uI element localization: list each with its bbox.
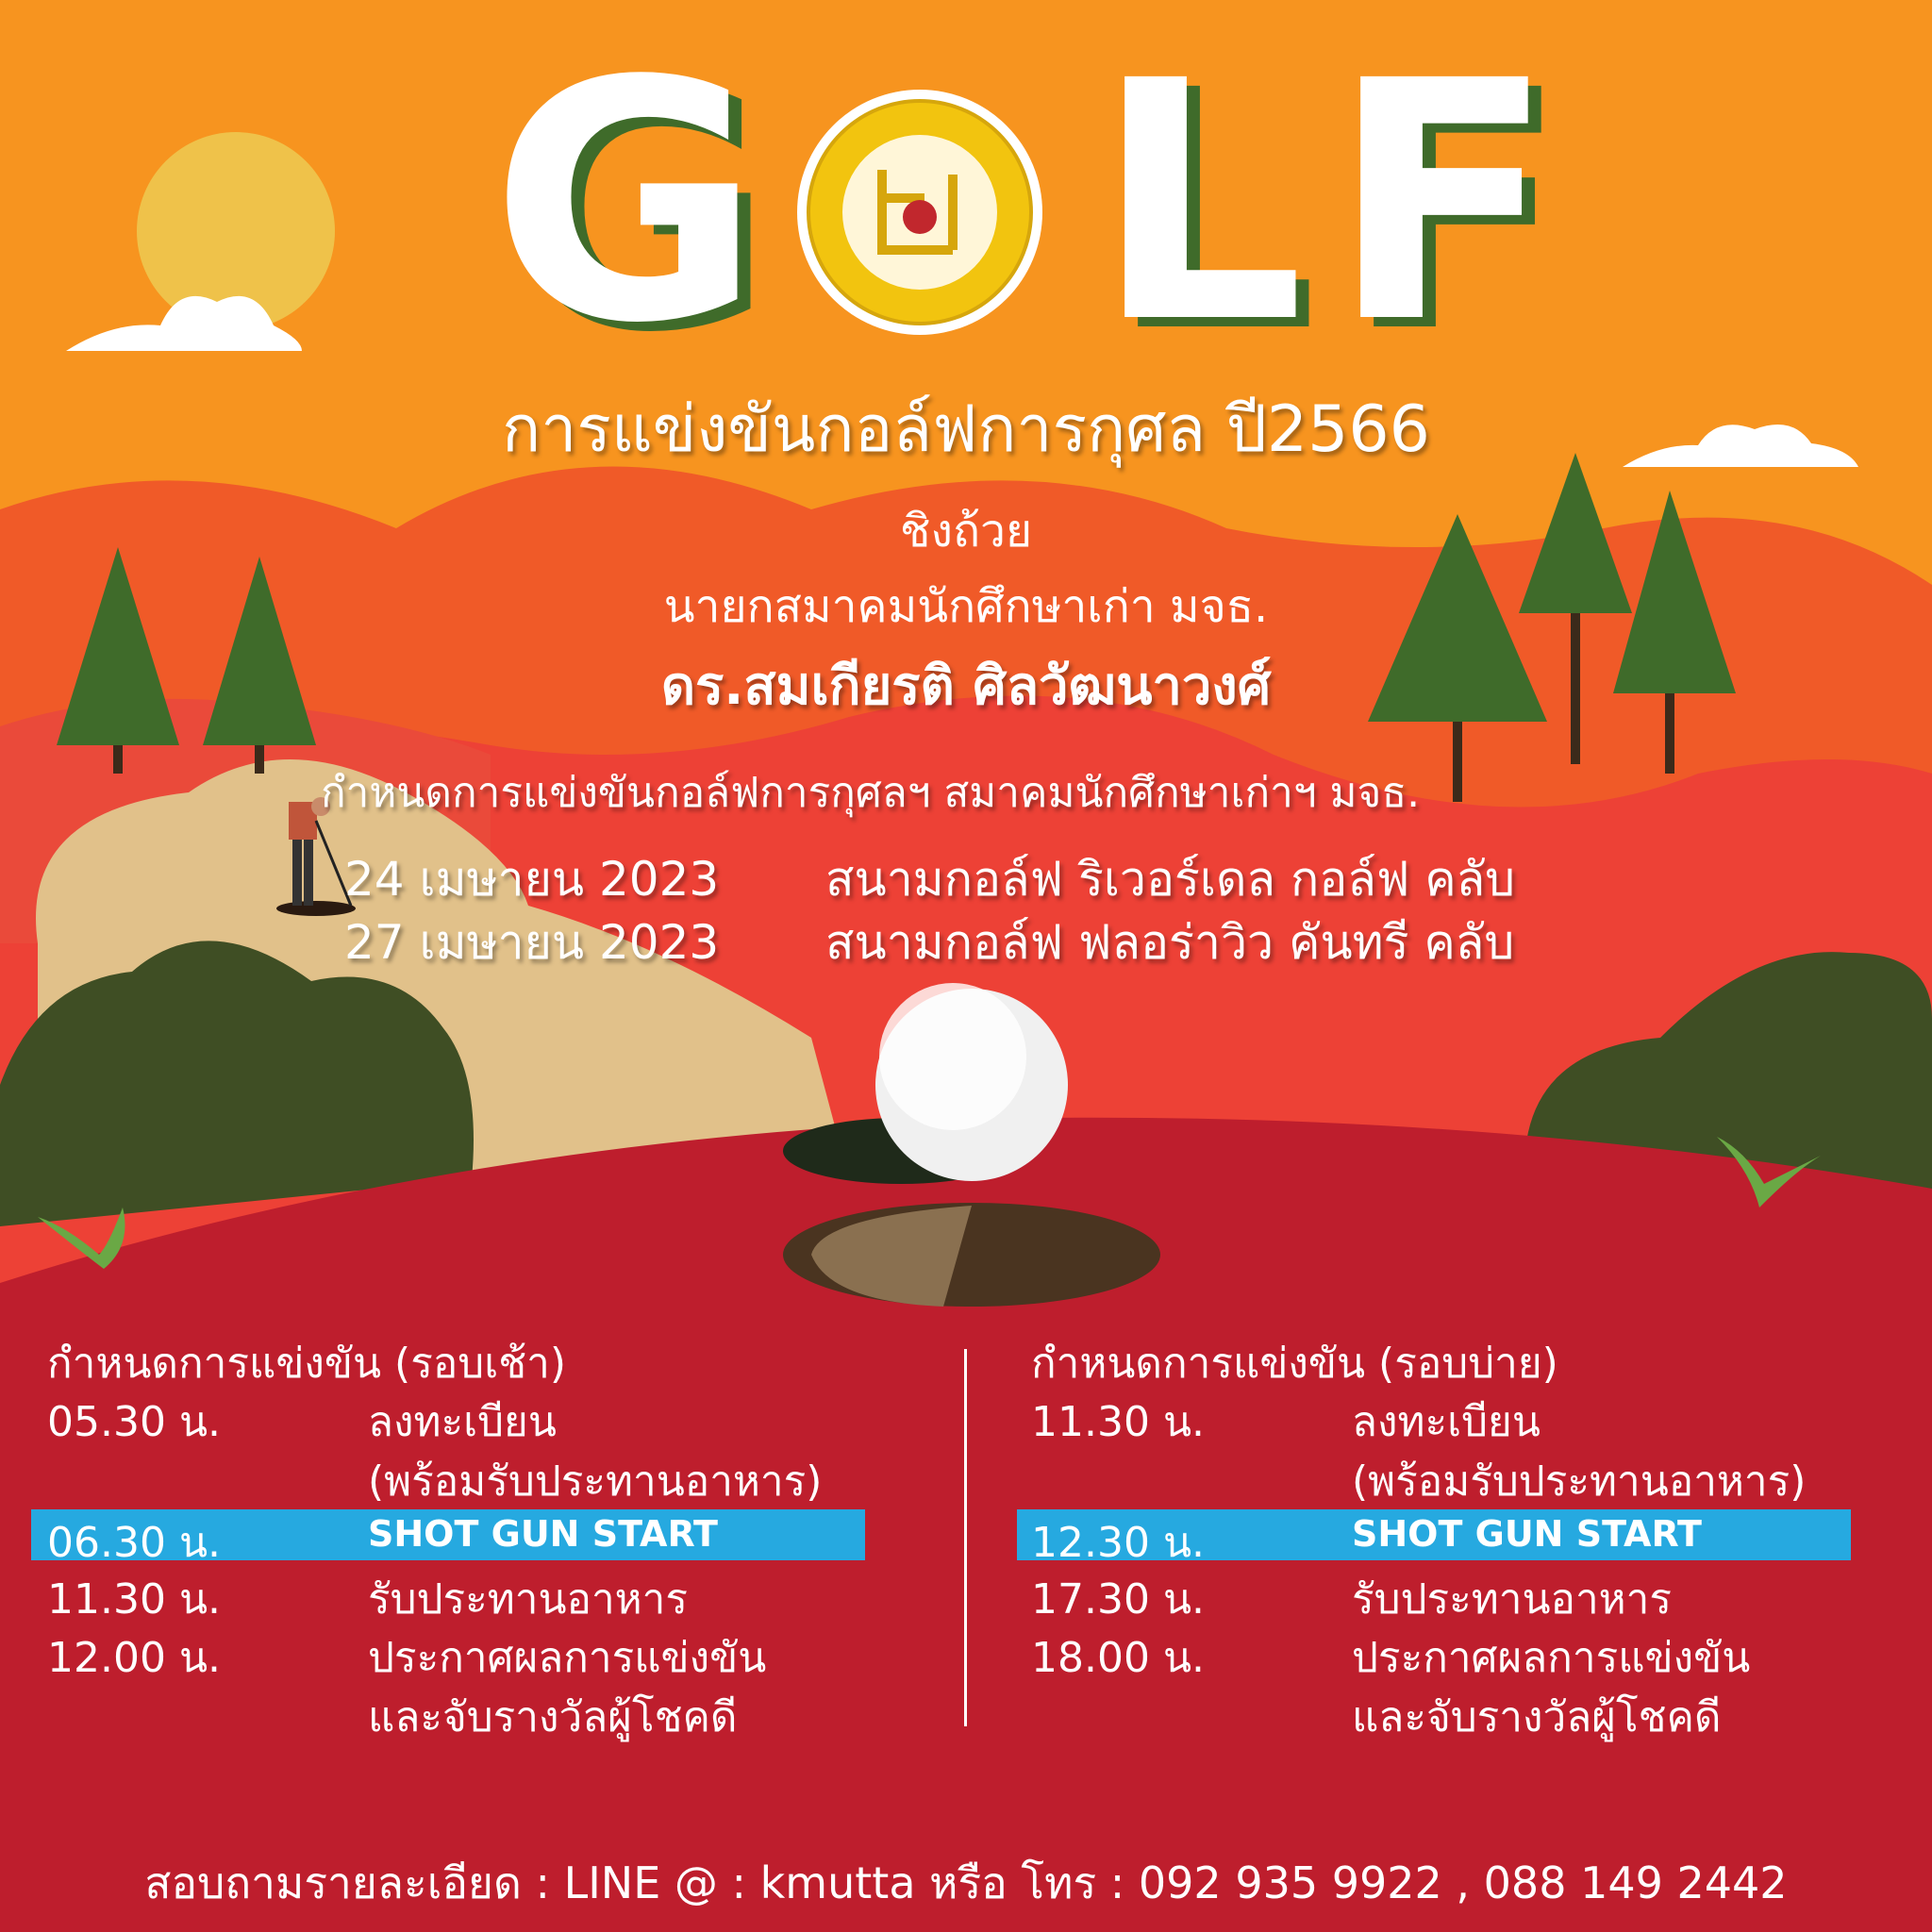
event-date: 27 เมษายน 2023: [344, 915, 720, 970]
event-venue: สนามกอล์ฟ ฟลอร่าวิว คันทรี คลับ: [825, 915, 1515, 970]
schedule-activity: ลงทะเบียน: [368, 1398, 557, 1446]
schedule-time: 12.30 น.: [1031, 1519, 1206, 1567]
schedule-activity: ประกาศผลการแข่งขัน: [368, 1634, 767, 1682]
event-subtitle: การแข่งขันกอล์ฟการกุศล ปี2566: [502, 392, 1430, 467]
contact-info: สอบถามรายละเอียด : LINE @ : kmutta หรือ โทร : 092 935 9922 , 088 149 2442: [144, 1857, 1788, 1908]
schedule-time: 11.30 น.: [47, 1575, 222, 1624]
schedule-note: และจับรางวัลผู้โชคดี: [1352, 1693, 1722, 1741]
events-heading: กำหนดการแข่งขันกอล์ฟการกุศลฯ สมาคมนักศึกษาเก่าฯ มจธ.: [321, 769, 1421, 817]
schedule-activity: SHOT GUN START: [368, 1513, 718, 1555]
schedule-activity: ประกาศผลการแข่งขัน: [1352, 1634, 1751, 1682]
schedule-time: 11.30 น.: [1031, 1398, 1206, 1446]
morning-schedule-title: กำหนดการแข่งขัน (รอบเช้า): [47, 1340, 566, 1388]
golf-letter-g: G: [491, 10, 762, 395]
association-seal-logo: [792, 85, 1047, 340]
schedule-note: และจับรางวัลผู้โชคดี: [368, 1693, 738, 1741]
president-name: ดร.สมเกียรติ ศิลวัฒนาวงศ์: [660, 656, 1272, 717]
schedule-activity: รับประทานอาหาร: [368, 1575, 689, 1624]
schedule-time: 12.00 น.: [47, 1634, 222, 1682]
golf-letter-f: F: [1330, 10, 1557, 395]
event-venue: สนามกอล์ฟ ริเวอร์เดล กอล์ฟ คลับ: [825, 852, 1516, 907]
schedule-time: 17.30 น.: [1031, 1575, 1206, 1624]
president-title: นายกสมาคมนักศึกษาเก่า มจธ.: [663, 580, 1269, 633]
schedule-activity: รับประทานอาหาร: [1352, 1575, 1673, 1624]
golf-letter-l: L: [1094, 10, 1306, 395]
schedule-time: 05.30 น.: [47, 1398, 222, 1446]
schedule-time: 06.30 น.: [47, 1519, 222, 1567]
schedule-divider: [964, 1349, 967, 1726]
schedule-activity: ลงทะเบียน: [1352, 1398, 1541, 1446]
afternoon-schedule-title: กำหนดการแข่งขัน (รอบบ่าย): [1031, 1340, 1558, 1388]
schedule-time: 18.00 น.: [1031, 1634, 1206, 1682]
event-date: 24 เมษายน 2023: [344, 852, 720, 907]
schedule-activity: SHOT GUN START: [1352, 1513, 1702, 1555]
schedule-note: (พร้อมรับประทานอาหาร): [1352, 1457, 1807, 1506]
schedule-note: (พร้อมรับประทานอาหาร): [368, 1457, 823, 1506]
trophy-line: ชิงถ้วย: [899, 505, 1033, 558]
